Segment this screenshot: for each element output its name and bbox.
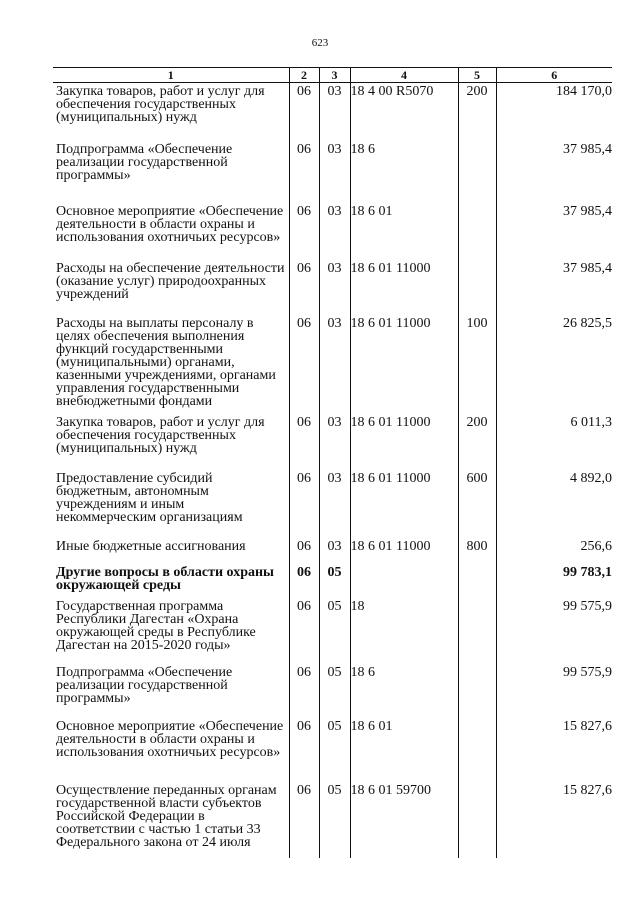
table-row <box>53 564 612 598</box>
row-amount-cell: 184 170,0 <box>496 83 612 141</box>
row-amount-cell: 37 985,4 <box>496 203 612 260</box>
row-amount-cell: 15 827,6 <box>496 718 612 782</box>
table-body <box>53 83 612 858</box>
row-subsection-cell: 05 <box>319 564 350 598</box>
row-amount-cell: 37 985,4 <box>496 260 612 315</box>
row-amount-cell: 37 985,4 <box>496 141 612 203</box>
row-target-code-cell: 18 6 01 11000 <box>350 414 458 470</box>
row-name-cell: Иные бюджетные ассигнования <box>56 538 246 554</box>
row-expense-type-cell: 200 <box>458 83 496 141</box>
row-expense-type-cell <box>458 141 496 203</box>
row-target-code-cell: 18 6 01 11000 <box>350 315 458 414</box>
row-amount-cell: 99 575,9 <box>496 664 612 718</box>
row-subsection-cell: 05 <box>319 718 350 782</box>
row-expense-type-cell <box>458 664 496 718</box>
row-expense-type-cell <box>458 598 496 664</box>
table-row <box>53 782 612 858</box>
budget-table <box>53 67 612 858</box>
column-header-4: 4 <box>350 68 458 83</box>
page-number: 623 <box>311 37 329 49</box>
row-expense-type-cell: 100 <box>458 315 496 414</box>
row-expense-type-cell <box>458 564 496 598</box>
table-row <box>53 470 612 538</box>
row-name-cell: Другие вопросы в области охраны окружающей среды <box>56 564 274 593</box>
column-header-1: 1 <box>53 68 289 83</box>
row-target-code-cell: 18 6 01 11000 <box>350 470 458 538</box>
row-section-cell: 06 <box>289 718 319 782</box>
row-section-cell: 06 <box>289 141 319 203</box>
row-name-cell: Осуществление переданных органам государственной власти субъектов Российской Федерации в соответствии с частью 1 статьи 33 Федерального закона от 24 июля <box>56 782 277 850</box>
row-target-code-cell: 18 6 01 11000 <box>350 260 458 315</box>
column-header-5: 5 <box>458 68 496 83</box>
row-target-code-cell: 18 6 01 11000 <box>350 538 458 564</box>
row-amount-cell: 15 827,6 <box>496 782 612 858</box>
row-target-code-cell: 18 6 01 <box>350 718 458 782</box>
table-row <box>53 598 612 664</box>
row-target-code-cell: 18 6 <box>350 141 458 203</box>
table-row <box>53 315 612 414</box>
row-amount-cell: 6 011,3 <box>496 414 612 470</box>
row-section-cell: 06 <box>289 782 319 858</box>
row-expense-type-cell <box>458 260 496 315</box>
row-target-code-cell: 18 4 00 R5070 <box>350 83 458 141</box>
table-row <box>53 141 612 203</box>
row-subsection-cell: 05 <box>319 782 350 858</box>
row-section-cell: 06 <box>289 203 319 260</box>
row-section-cell: 06 <box>289 470 319 538</box>
row-name-cell: Государственная программа Республики Дагестан «Охрана окружающей среды в Республике Дагестан на 2015-2020 годы» <box>56 598 256 653</box>
row-name-cell: Закупка товаров, работ и услуг для обеспечения государственных (муниципальных) нужд <box>56 84 265 125</box>
row-amount-cell: 4 892,0 <box>496 470 612 538</box>
column-header-6: 6 <box>496 68 612 83</box>
row-amount-cell: 256,6 <box>496 538 612 564</box>
table-header-row <box>53 68 612 83</box>
row-subsection-cell: 03 <box>319 83 350 141</box>
table-row <box>53 414 612 470</box>
row-section-cell: 06 <box>289 260 319 315</box>
row-section-cell: 06 <box>289 315 319 414</box>
row-expense-type-cell: 800 <box>458 538 496 564</box>
column-header-2: 2 <box>289 68 319 83</box>
row-name-cell: Подпрограмма «Обеспечение реализации государственной программы» <box>56 141 233 183</box>
row-expense-type-cell <box>458 782 496 858</box>
row-name-cell: Основное мероприятие «Обеспечение деятельности в области охраны и использования охотничьих ресурсов» <box>56 203 284 245</box>
row-target-code-cell <box>350 564 458 598</box>
row-expense-type-cell <box>458 718 496 782</box>
row-section-cell: 06 <box>289 83 319 141</box>
row-name-cell: Предоставление субсидий бюджетным, автономным учреждениям и иным некоммерческим организациям <box>56 470 243 525</box>
row-target-code-cell: 18 <box>350 598 458 664</box>
row-subsection-cell: 05 <box>319 598 350 664</box>
table-row <box>53 538 612 564</box>
row-subsection-cell: 03 <box>319 315 350 414</box>
row-name-cell: Закупка товаров, работ и услуг для обеспечения государственных (муниципальных) нужд <box>56 414 265 456</box>
row-name-cell: Расходы на обеспечение деятельности (оказание услуг) природоохранных учреждений <box>56 260 285 302</box>
table-row <box>53 203 612 260</box>
table-row <box>53 83 612 141</box>
row-subsection-cell: 03 <box>319 141 350 203</box>
row-name-cell: Подпрограмма «Обеспечение реализации государственной программы» <box>56 664 233 706</box>
row-expense-type-cell <box>458 203 496 260</box>
row-section-cell: 06 <box>289 664 319 718</box>
row-amount-cell: 99 575,9 <box>496 598 612 664</box>
row-expense-type-cell: 200 <box>458 414 496 470</box>
row-name-cell: Основное мероприятие «Обеспечение деятельности в области охраны и использования охотничьих ресурсов» <box>56 718 284 760</box>
table-row <box>53 664 612 718</box>
row-subsection-cell: 03 <box>319 470 350 538</box>
row-subsection-cell: 03 <box>319 203 350 260</box>
row-section-cell: 06 <box>289 564 319 598</box>
column-header-3: 3 <box>319 68 350 83</box>
row-target-code-cell: 18 6 <box>350 664 458 718</box>
row-section-cell: 06 <box>289 414 319 470</box>
row-amount-cell: 99 783,1 <box>496 564 612 598</box>
row-subsection-cell: 05 <box>319 664 350 718</box>
row-section-cell: 06 <box>289 598 319 664</box>
table-row <box>53 718 612 782</box>
row-subsection-cell: 03 <box>319 538 350 564</box>
table-row <box>53 260 612 315</box>
row-amount-cell: 26 825,5 <box>496 315 612 414</box>
row-expense-type-cell: 600 <box>458 470 496 538</box>
row-target-code-cell: 18 6 01 <box>350 203 458 260</box>
row-section-cell: 06 <box>289 538 319 564</box>
row-subsection-cell: 03 <box>319 414 350 470</box>
row-target-code-cell: 18 6 01 59700 <box>350 782 458 858</box>
row-name-cell: Расходы на выплаты персоналу в целях обеспечения выполнения функций государственными (муниципальными) органами, казенными учреждениями, органами управления государственными внебюджетными фондами <box>56 315 276 409</box>
row-subsection-cell: 03 <box>319 260 350 315</box>
